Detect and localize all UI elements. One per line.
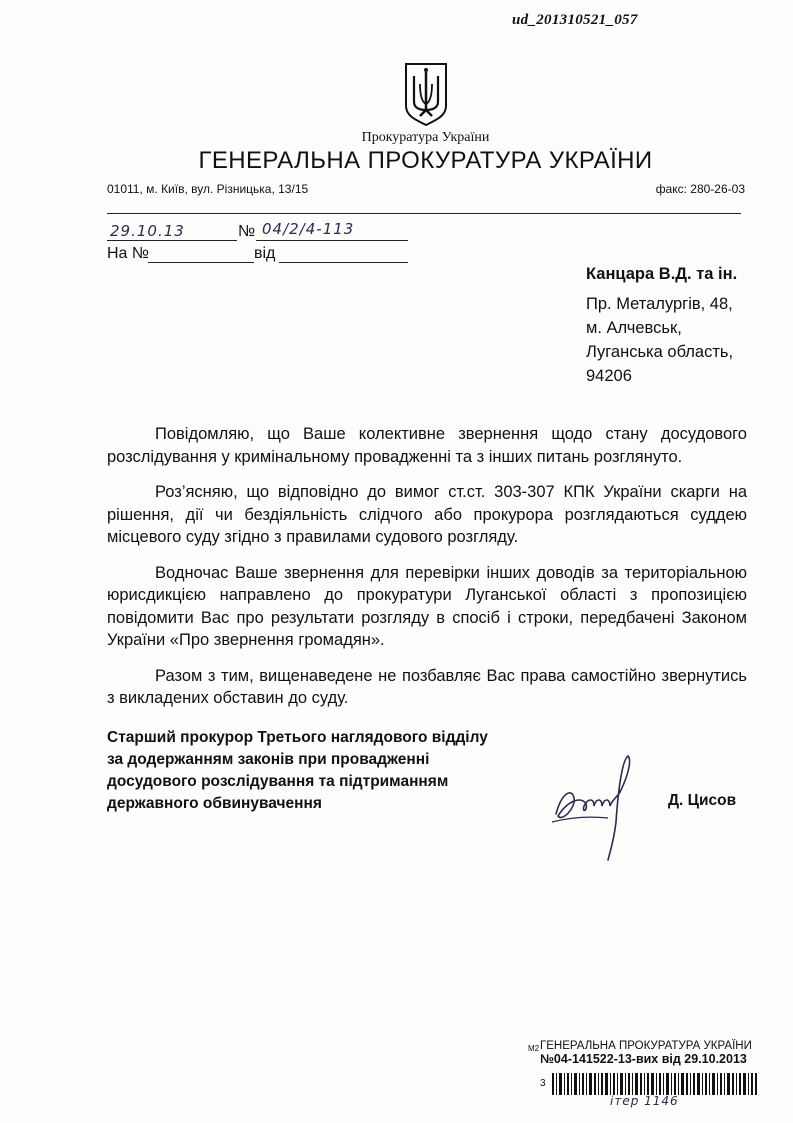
reply-number-line	[148, 262, 254, 263]
outgoing-date: 29.10.13	[110, 222, 185, 240]
number-line	[256, 240, 408, 241]
reply-date-line	[279, 262, 408, 263]
body-paragraph-2: Роз’ясняю, що відповідно до вимог ст.ст. 303-307 КПК України скарги на рішення, дії чи бездіяльність слідчого або прокурора розглядаються суддею місцевого суду згідно з правилами судового розгляду.	[107, 483, 747, 546]
signatory-title-line: за додержанням законів при провадженні	[107, 751, 430, 768]
signatory-title-line: державного обвинувачення	[107, 795, 322, 812]
handwritten-note: ітер 1146	[610, 1094, 679, 1108]
body-paragraph-3: Водночас Ваше звернення для перевірки інших доводів за територіальною юрисдикцією направлено до прокуратури Луганської області з пропозицією повідомити Вас про результати розгляду в спосіб і строки, передбачені Законом України «Про звернення громадян».	[107, 563, 747, 649]
barcode-icon	[552, 1073, 757, 1095]
document-id: ud_201310521_057	[512, 12, 638, 28]
number-label: №	[238, 223, 256, 240]
recipient-block	[586, 262, 737, 388]
body-paragraph-1: Повідомляю, що Ваше колективне звернення щодо стану досудового розслідування у кримінальному провадженні та з інших питань розглянуто.	[107, 425, 747, 466]
recipient-name: Канцара В.Д. та ін.	[586, 265, 738, 283]
signatory-title-line: досудового розслідування та підтриманням	[107, 773, 449, 790]
header-divider	[107, 213, 741, 214]
org-fax: факс: 280-26-03	[655, 182, 745, 196]
stamp-side-digit: 3	[540, 1078, 546, 1089]
body-paragraph-4: Разом з тим, вищенаведене не позбавляє Вас права самостійно звернутись з викладених обставин до суду.	[107, 666, 747, 707]
stamp-org: ГЕНЕРАЛЬНА ПРОКУРАТУРА УКРАЇНИ	[540, 1040, 752, 1052]
date-line	[107, 240, 237, 241]
recipient-street: Пр. Металургів, 48,	[586, 295, 733, 313]
recipient-region: Луганська область,	[586, 343, 734, 361]
stamp-outgoing-number: №04-141522-13-вих від 29.10.2013	[540, 1052, 747, 1066]
recipient-city: м. Алчевськ,	[586, 319, 682, 337]
signatory-name: Д. Цисов	[668, 792, 737, 809]
signatory-title-line: Старший прокурор Третього наглядового відділу	[107, 729, 488, 746]
handwritten-signature-icon	[548, 752, 638, 862]
from-label: від	[254, 245, 276, 262]
reply-label: На №	[107, 245, 150, 262]
outgoing-number: 04/2/4-113	[262, 220, 355, 238]
org-parent: Прокуратура України	[361, 130, 490, 145]
trident-emblem-icon	[402, 62, 450, 126]
registration-stamp	[528, 1040, 752, 1066]
letter-body	[107, 423, 747, 723]
stamp-marker: M2	[528, 1044, 540, 1053]
org-address: 01011, м. Київ, вул. Різницька, 13/15	[107, 182, 309, 196]
signatory-title	[107, 727, 488, 815]
recipient-postcode: 94206	[586, 367, 632, 385]
org-name: ГЕНЕРАЛЬНА ПРОКУРАТУРА УКРАЇНИ	[198, 147, 653, 174]
